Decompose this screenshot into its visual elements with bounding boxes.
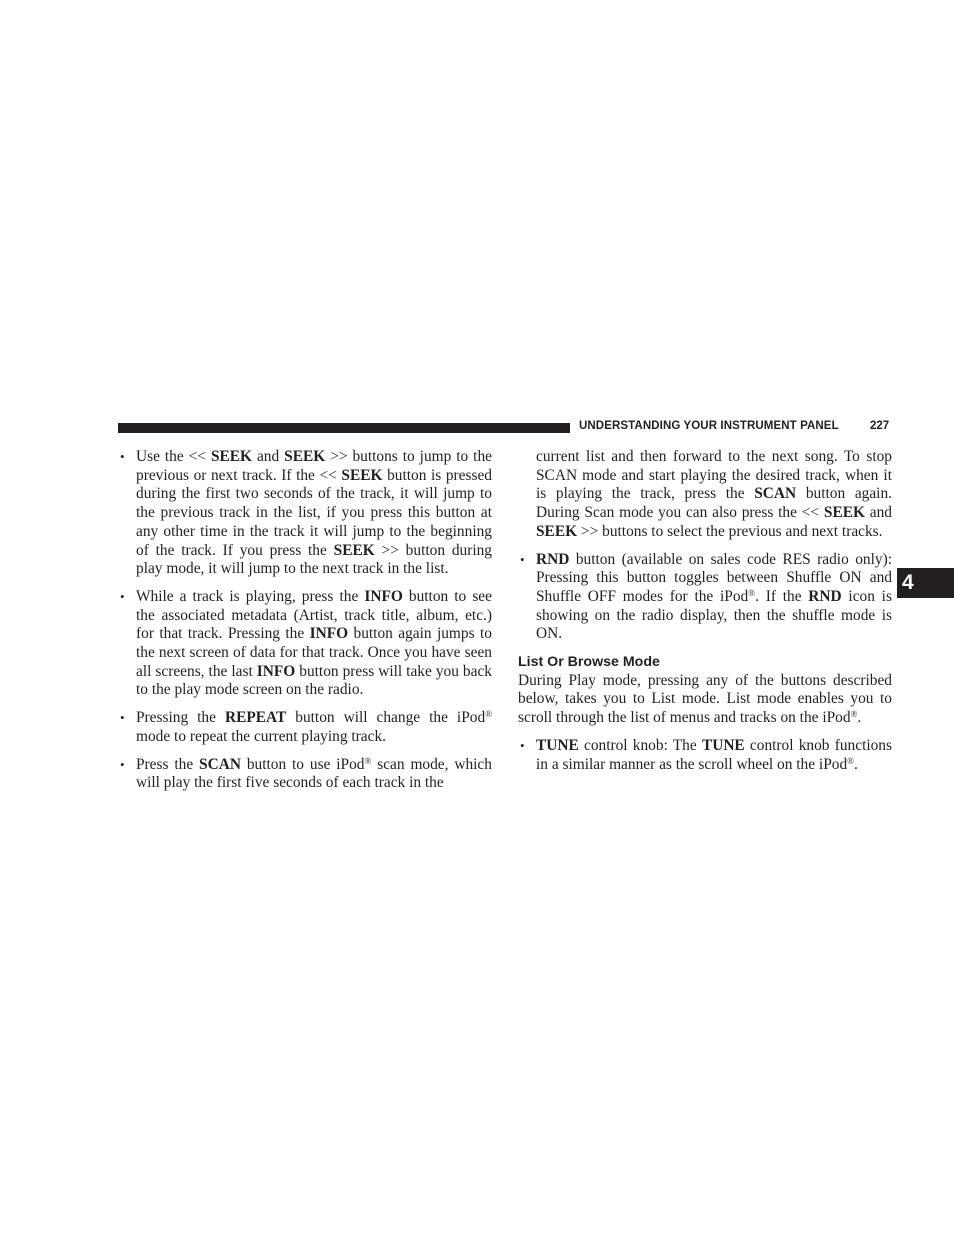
- section-title: UNDERSTANDING YOUR INSTRUMENT PANEL: [579, 420, 839, 432]
- list-item: [518, 551, 892, 645]
- section-heading: List Or Browse Mode: [518, 654, 660, 671]
- item-text: Pressing the REPEAT button will change the iPod® mode to repeat the current playing track.: [136, 709, 492, 745]
- header-rule: [118, 423, 570, 433]
- list-item: [118, 756, 492, 793]
- item-text: Use the << SEEK and SEEK >> buttons to jump to the previous or next track. If the << SEEK button is pressed during the first two seconds of the track, it will jump to the previous track in the list, if you press this button at any other time in the track it will jump to the beginning of the track. If you press the SEEK >> button during play mode, it will jump to the next track in the list.: [136, 448, 492, 578]
- paragraph: [518, 672, 892, 728]
- bullet: •: [120, 756, 125, 772]
- bullet: •: [120, 588, 125, 604]
- list-item: [118, 588, 492, 700]
- chapter-tab: [897, 568, 954, 598]
- list-item: [118, 709, 492, 746]
- item-text: Press the SCAN button to use iPod® scan mode, which will play the first five seconds of each track in the: [136, 755, 492, 792]
- bullet: •: [520, 551, 525, 567]
- bullet: •: [120, 710, 125, 726]
- list-item: [518, 737, 892, 774]
- item-text: current list and then forward to the next song. To stop SCAN mode and start playing the desired track, when it is playing the track, press the SCAN button again. During Scan mode you can also press the << SEEK and SEEK >> buttons to select the previous and next tracks.: [536, 448, 892, 540]
- item-text: RND button (available on sales code RES radio only): Pressing this button toggles between Shuffle ON and Shuffle OFF modes for the iPod®. If the RND icon is showing on the radio display, then the shuffle mode is ON.: [536, 550, 892, 643]
- right-column: [518, 448, 892, 783]
- page-number: 227: [870, 420, 890, 432]
- list-item-continuation: [518, 448, 892, 542]
- list-item: [118, 448, 492, 579]
- item-text: While a track is playing, press the INFO button to see the associated metadata (Artist, track title, album, etc.) for that track. Pressing the INFO button again jumps to the next screen of data for that track. Once you have seen all screens, the last INFO button press will take you back to the play mode screen on the radio.: [136, 587, 492, 699]
- item-text: TUNE control knob: The TUNE control knob functions in a similar manner as the scroll wheel on the iPod®.: [536, 736, 892, 773]
- left-column: [118, 448, 492, 802]
- chapter-number: 4: [902, 571, 914, 594]
- bullet: •: [520, 737, 525, 753]
- paragraph-text: During Play mode, pressing any of the buttons described below, takes you to List mode. List mode enables you to scroll through the list of menus and tracks on the iPod®.: [518, 671, 892, 727]
- bullet: •: [120, 449, 125, 464]
